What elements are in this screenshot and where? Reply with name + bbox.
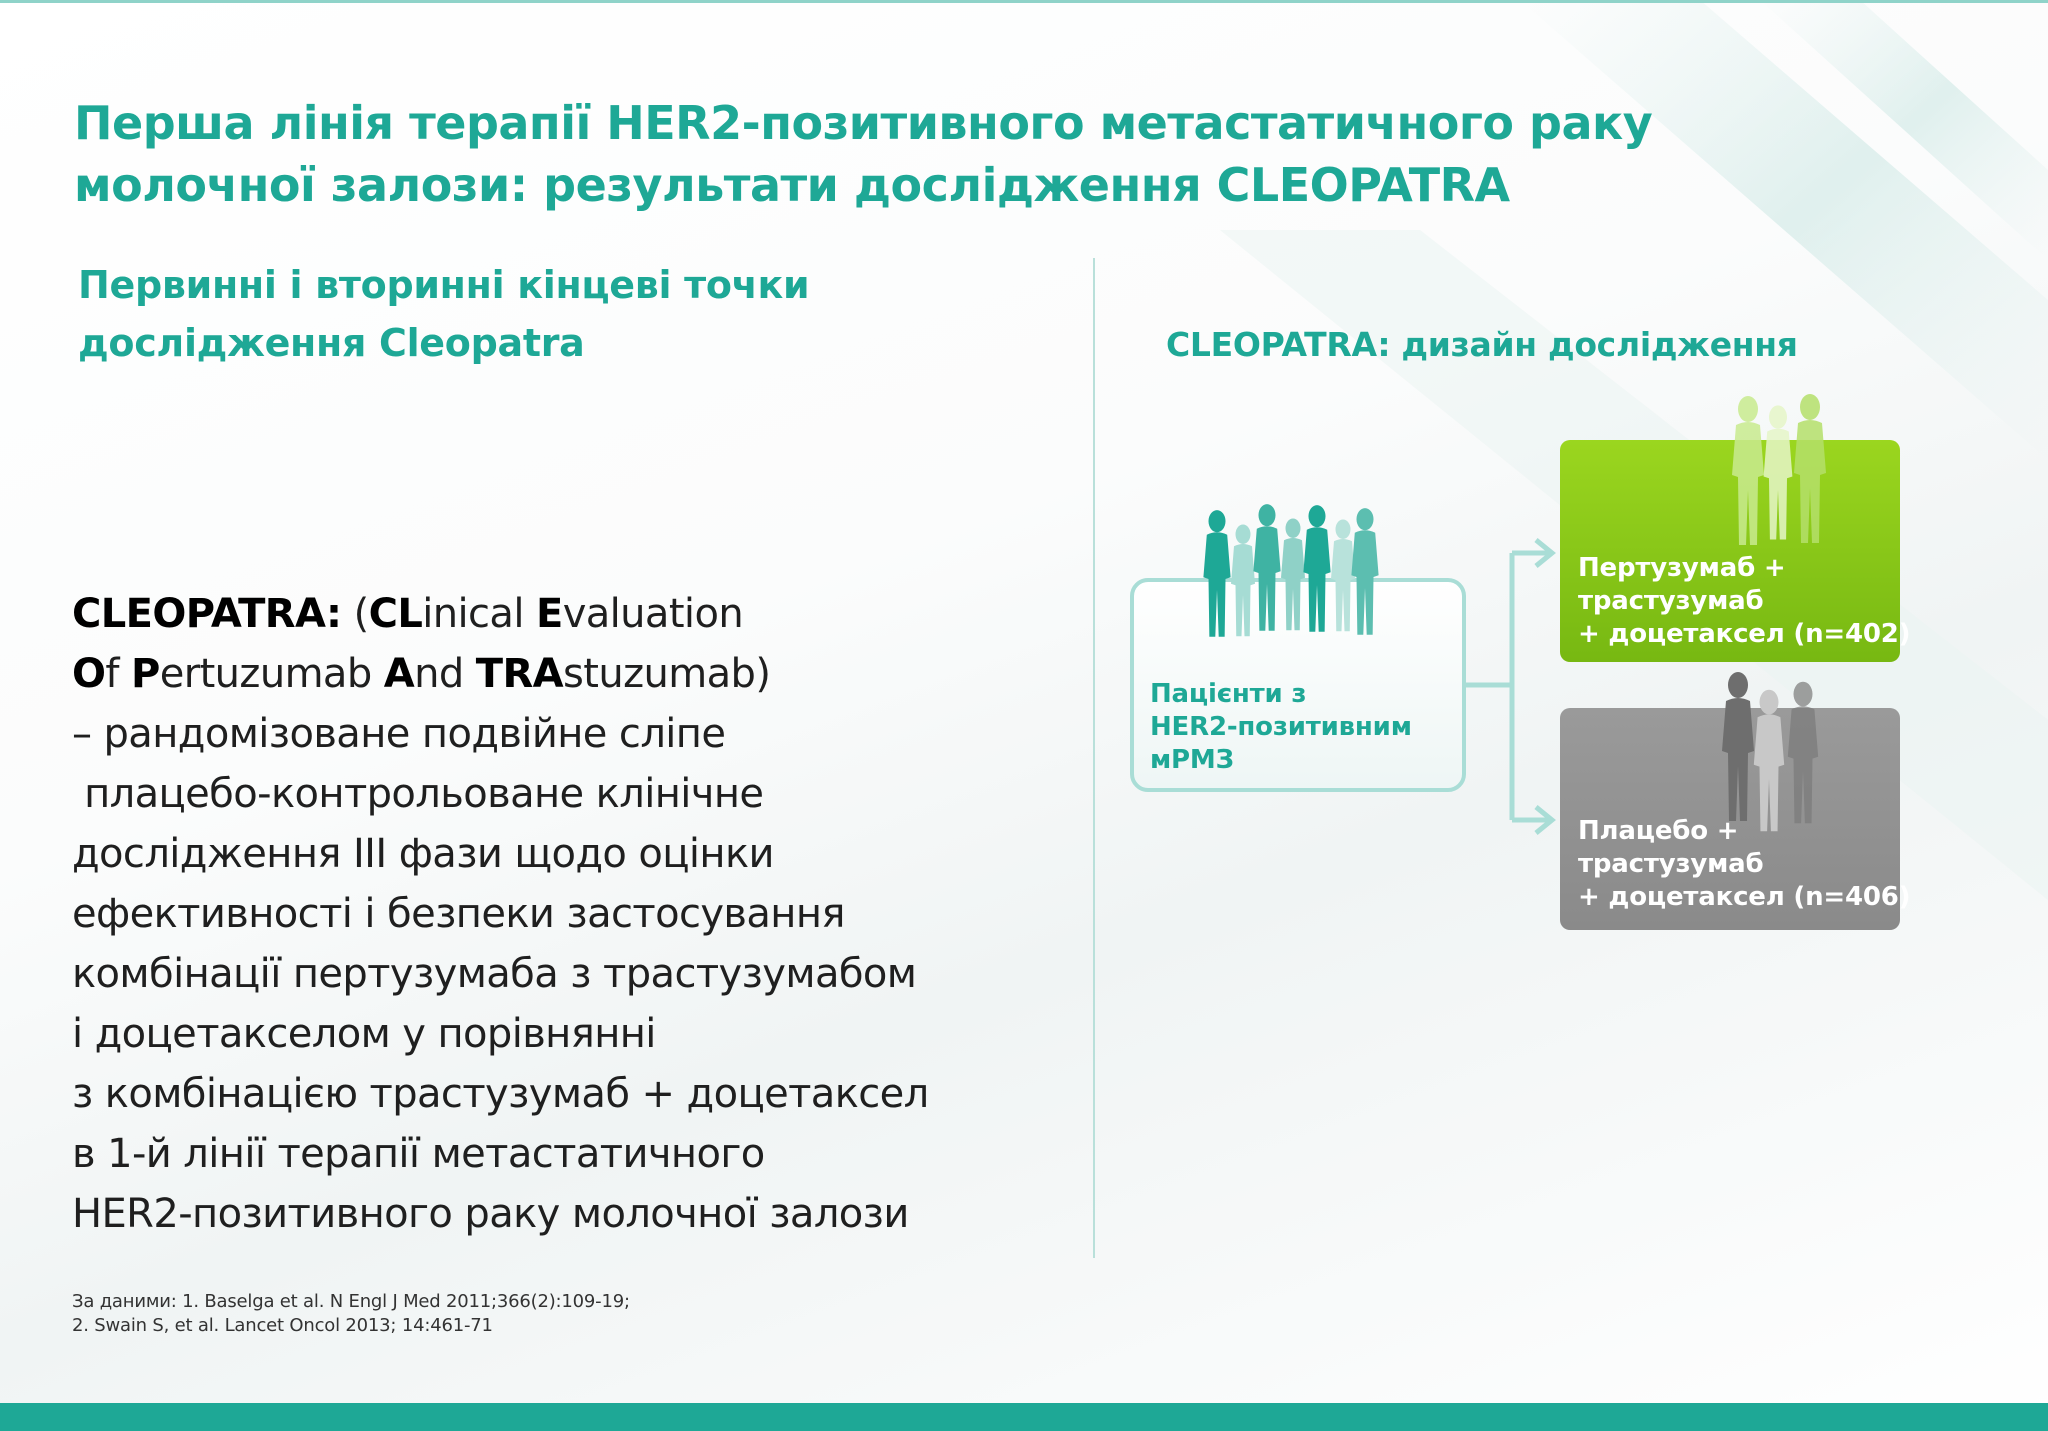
section-subtitle	[78, 256, 809, 372]
pertuzumab-arm-label	[1578, 552, 1910, 651]
section-subtitle-line-1: Первинні і вторинні кінцеві точки	[78, 263, 810, 307]
pertuzumab-arm-line-3: + доцетаксел (n=402)	[1578, 619, 1911, 649]
description-text: stuzumab)	[563, 651, 771, 697]
description-text: (	[341, 591, 369, 637]
description-line-4: плацебо-контрольоване клінічне	[72, 771, 764, 817]
placebo-arm-line-2: трастузумаб	[1578, 849, 1764, 879]
description-text: valuation	[562, 591, 744, 637]
acronym-letters: E	[535, 591, 563, 637]
description-line-9: з комбінацією трастузумаб + доцетаксел	[72, 1071, 929, 1117]
description-text: nd	[414, 651, 476, 697]
bottom-accent-bar	[0, 1403, 2048, 1431]
acronym-letters: P	[131, 651, 160, 697]
acronym-bold: CLEOPATRA:	[72, 591, 342, 637]
page-title-line-2: молочної залози: результати дослідження CLEOPATRA	[74, 158, 1510, 212]
patients-label-line-2: HER2-позитивним	[1150, 712, 1412, 742]
patients-label	[1150, 678, 1412, 777]
patients-label-line-1: Пацієнти з	[1150, 679, 1307, 709]
acronym-letters: CL	[368, 591, 423, 637]
description-text: f	[105, 651, 132, 697]
acronym-letters: A	[383, 651, 415, 697]
pertuzumab-arm-line-1: Пертузумаб +	[1578, 553, 1786, 583]
design-title: CLEOPATRA: дизайн дослідження	[1166, 325, 1798, 364]
references	[72, 1290, 630, 1338]
description-line-10: в 1-й лінії терапії метастатичного	[72, 1131, 765, 1177]
description-line-1	[72, 584, 929, 644]
acronym-letters: TRA	[475, 651, 564, 697]
description-line-11: HER2-позитивного раку молочної залози	[72, 1191, 909, 1237]
description-line-2	[72, 644, 929, 704]
top-accent-line	[0, 0, 2048, 3]
pertuzumab-arm-line-2: трастузумаб	[1578, 586, 1764, 616]
reference-line-2: 2. Swain S, et al. Lancet Oncol 2013; 14:461-71	[72, 1315, 493, 1336]
page-title	[74, 92, 1874, 216]
acronym-letters: O	[72, 651, 106, 697]
description-text: inical	[422, 591, 536, 637]
reference-line-1: За даними: 1. Baselga et al. N Engl J Med 2011;366(2):109-19;	[72, 1291, 630, 1312]
column-divider	[1093, 258, 1095, 1258]
description-line-3: – рандомізоване подвійне сліпе	[72, 711, 726, 757]
description-line-8: і доцетакселом у порівнянні	[72, 1011, 656, 1057]
description-text: ertuzumab	[159, 651, 384, 697]
description-line-5: дослідження III фази щодо оцінки	[72, 831, 774, 877]
placebo-arm-line-3: + доцетаксел (n=406)	[1578, 882, 1911, 912]
description-line-6: ефективності і безпеки застосування	[72, 891, 845, 937]
patients-label-line-3: мРМЗ	[1150, 745, 1234, 775]
randomization-arrows	[1466, 540, 1552, 833]
study-description	[72, 584, 929, 1244]
description-line-7: комбінації пертузумаба з трастузумабом	[72, 951, 917, 997]
placebo-arm-line-1: Плацебо +	[1578, 816, 1739, 846]
section-subtitle-line-2: дослідження Cleopatra	[78, 321, 585, 365]
page-title-line-1: Перша лінія терапії HER2-позитивного метастатичного раку	[74, 96, 1653, 150]
placebo-arm-label	[1578, 815, 1910, 914]
